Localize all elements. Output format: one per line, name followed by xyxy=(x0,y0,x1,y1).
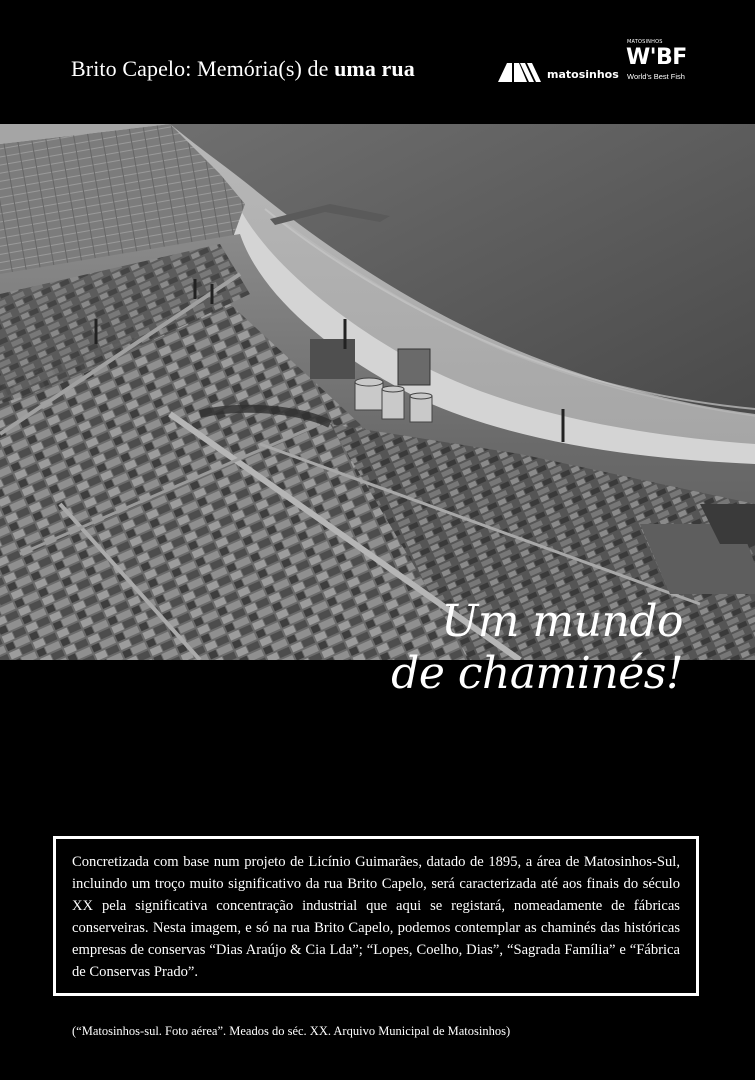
header-bar xyxy=(0,0,755,124)
headline xyxy=(391,596,683,700)
description-box xyxy=(53,836,699,996)
wbf-logo-small-text: MATOSINHOS xyxy=(627,39,663,45)
title-part-2: Memória(s) de xyxy=(191,56,335,81)
wbf-logo xyxy=(625,39,689,83)
matosinhos-logo-text: matosinhos xyxy=(547,67,619,81)
headline-line-2: de chaminés! xyxy=(391,647,683,699)
matosinhos-m-icon xyxy=(498,62,542,82)
wbf-logo-tagline: World's Best Fish xyxy=(627,72,685,81)
wbf-logo-letters: W'BF xyxy=(626,45,687,70)
title-part-1: Brito Capelo: xyxy=(71,56,192,81)
aerial-photo-image xyxy=(0,124,755,660)
matosinhos-logo xyxy=(498,60,619,84)
photo-caption: (“Matosinhos-sul. Foto aérea”. Meados do séc. XX. Arquivo Municipal de Matosinhos) xyxy=(72,1024,511,1038)
headline-line-1: Um mundo xyxy=(441,596,683,647)
page-title xyxy=(71,56,415,82)
title-part-3: uma rua xyxy=(334,56,415,81)
description-text: Concretizada com base num projeto de Licínio Guimarães, datado de 1895, a área de Matosinhos-Sul, incluindo um troço muito significativo da rua Brito Capelo, será caracterizada até aos finais do século XX pela significativa concentração industrial que aqui se registará, nomeadamente de fábricas conserveiras. Nesta imagem, e só na rua Brito Capelo, podemos contemplar as chaminés das históricas empresas de conservas “Dias Araújo & Cia Lda”; “Lopes, Coelho, Dias”, “Sagrada Família” e “Fábrica de Conservas Prado”. xyxy=(72,854,680,980)
